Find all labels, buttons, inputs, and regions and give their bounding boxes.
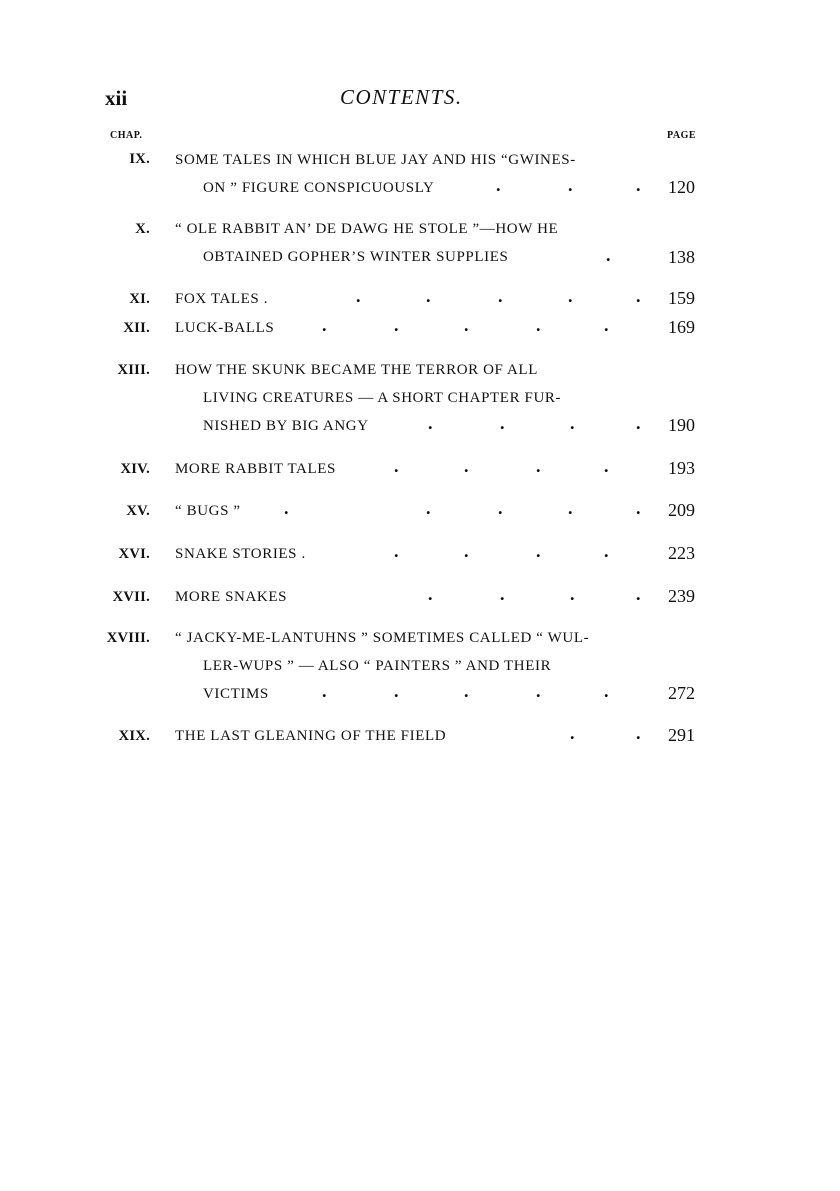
leader-dot: . xyxy=(636,584,641,604)
leader-dot: . xyxy=(322,681,327,701)
chapter-number: XVII. xyxy=(112,589,150,605)
page-number: 193 xyxy=(668,458,695,478)
leader-dot: . xyxy=(636,413,641,433)
chapter-column-heading: CHAP. xyxy=(110,130,143,141)
page-number: 239 xyxy=(668,586,695,606)
page-number: 190 xyxy=(668,415,695,435)
leader-dot: . xyxy=(536,315,541,335)
entry-title-line: LER-WUPS ” — ALSO “ PAINTERS ” AND THEIR xyxy=(203,658,552,674)
leader-dot: . xyxy=(394,681,399,701)
chapter-number: IX. xyxy=(129,151,150,167)
page-number: 223 xyxy=(668,543,695,563)
leader-dot: . xyxy=(322,315,327,335)
entry-title-line: “ BUGS ” xyxy=(175,503,241,519)
leader-dot: . xyxy=(536,541,541,561)
leader-dot: . xyxy=(636,286,641,306)
leader-dot: . xyxy=(636,723,641,743)
page-number: 291 xyxy=(668,725,695,745)
chapter-number: XVIII. xyxy=(106,630,150,646)
leader-dot: . xyxy=(498,286,503,306)
entry-title-line: MORE RABBIT TALES xyxy=(175,461,336,477)
leader-dot: . xyxy=(568,286,573,306)
chapter-number: XIV. xyxy=(120,461,150,477)
leader-dot: . xyxy=(394,541,399,561)
page-number: 159 xyxy=(668,288,695,308)
leader-dot: . xyxy=(428,584,433,604)
leader-dot: . xyxy=(428,413,433,433)
leader-dot: . xyxy=(394,315,399,335)
leader-dot: . xyxy=(568,498,573,518)
page-number: 272 xyxy=(668,683,695,703)
leader-dot: . xyxy=(536,456,541,476)
entry-title-line: SOME TALES IN WHICH BLUE JAY AND HIS “GWINES- xyxy=(175,152,576,168)
entry-title-line: VICTIMS xyxy=(203,686,269,702)
page-number: 209 xyxy=(668,500,695,520)
leader-dot: . xyxy=(464,456,469,476)
entry-title-line: “ OLE RABBIT AN’ DE DAWG HE STOLE ”—HOW HE xyxy=(175,221,559,237)
leader-dot: . xyxy=(464,541,469,561)
page-number: 138 xyxy=(668,247,695,267)
leader-dot: . xyxy=(570,413,575,433)
page-column-heading: PAGE xyxy=(667,130,697,141)
leader-dot: . xyxy=(536,681,541,701)
chapter-number: XII. xyxy=(123,320,150,336)
leader-dot: . xyxy=(426,498,431,518)
entry-title-line: ON ” FIGURE CONSPICUOUSLY xyxy=(203,180,435,196)
page-number: 120 xyxy=(668,177,695,197)
entry-title-line: “ JACKY-ME-LANTUHNS ” SOMETIMES CALLED “ WUL- xyxy=(175,630,590,646)
entry-title-line: THE LAST GLEANING OF THE FIELD xyxy=(175,728,447,744)
leader-dot: . xyxy=(284,498,289,518)
leader-dot: . xyxy=(426,286,431,306)
leader-dot: . xyxy=(356,286,361,306)
leader-dot: . xyxy=(604,456,609,476)
entry-title-line: NISHED BY BIG ANGY xyxy=(203,418,369,434)
chapter-number: XIX. xyxy=(118,728,150,744)
leader-dot: . xyxy=(636,498,641,518)
leader-dot: . xyxy=(394,456,399,476)
leader-dot: . xyxy=(604,541,609,561)
leader-dot: . xyxy=(570,584,575,604)
entry-title-line: OBTAINED GOPHER’S WINTER SUPPLIES xyxy=(203,249,509,265)
leader-dot: . xyxy=(568,175,573,195)
leader-dot: . xyxy=(500,413,505,433)
leader-dot: . xyxy=(604,315,609,335)
leader-dot: . xyxy=(570,723,575,743)
entry-title-line: FOX TALES . xyxy=(175,291,269,307)
chapter-number: X. xyxy=(135,221,150,237)
entry-title-line: LIVING CREATURES — A SHORT CHAPTER FUR- xyxy=(203,390,562,406)
entry-title-line: SNAKE STORIES . xyxy=(175,546,306,562)
entry-title-line: LUCK-BALLS xyxy=(175,320,275,336)
leader-dot: . xyxy=(464,681,469,701)
chapter-number: XVI. xyxy=(118,546,150,562)
folio-number: xii xyxy=(105,86,128,110)
leader-dot: . xyxy=(636,175,641,195)
running-head: CONTENTS. xyxy=(340,85,463,109)
entry-title-line: HOW THE SKUNK BECAME THE TERROR OF ALL xyxy=(175,362,538,378)
entry-title-line: MORE SNAKES xyxy=(175,589,288,605)
chapter-number: XI. xyxy=(129,291,150,307)
leader-dot: . xyxy=(604,681,609,701)
page-number: 169 xyxy=(668,317,695,337)
leader-dot: . xyxy=(500,584,505,604)
leader-dot: . xyxy=(496,175,501,195)
chapter-number: XV. xyxy=(126,503,150,519)
chapter-number: XIII. xyxy=(117,362,150,378)
leader-dot: . xyxy=(606,245,611,265)
leader-dot: . xyxy=(498,498,503,518)
leader-dot: . xyxy=(464,315,469,335)
